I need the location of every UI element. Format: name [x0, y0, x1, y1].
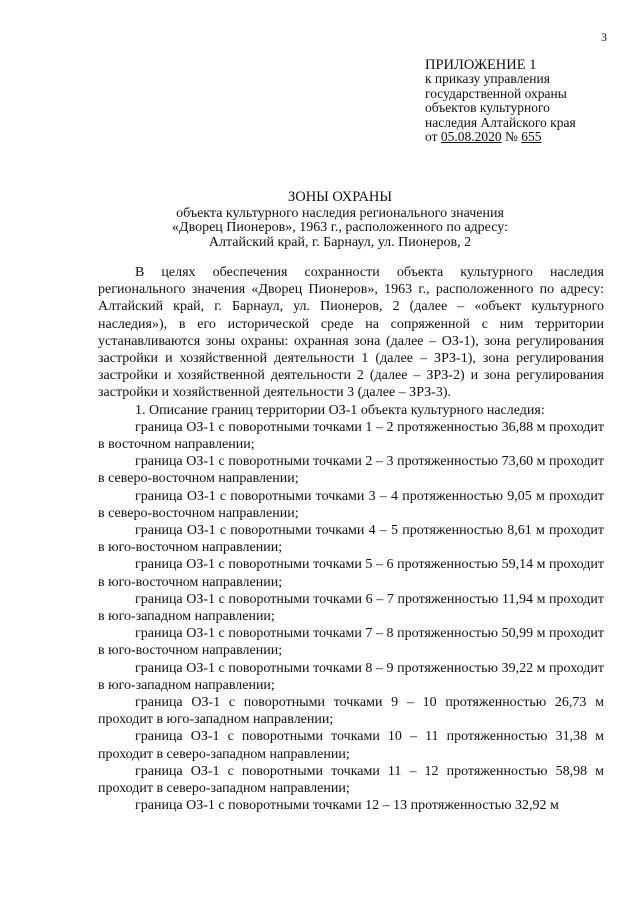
boundary-segment: граница ОЗ-1 с поворотными точками 1 – 2 протяженностью 36,88 м проходит в восточном направлении;: [98, 419, 604, 453]
appendix-heading: ПРИЛОЖЕНИЕ 1: [425, 57, 537, 73]
date-prefix: от: [425, 129, 438, 145]
title-line-1: объекта культурного наследия регионального значения: [176, 205, 504, 221]
appendix-line-2: государственной охраны: [425, 85, 567, 101]
appendix-line-4: наследия Алтайского края: [425, 114, 576, 130]
document-title: [80, 190, 600, 250]
appendix-line-1: к приказу управления: [425, 71, 550, 87]
title-line-2: «Дворец Пионеров», 1963 г., расположенного по адресу:: [172, 220, 508, 236]
boundary-segment: граница ОЗ-1 с поворотными точками 12 – 13 протяженностью 32,92 м: [135, 798, 559, 814]
document-body: [98, 264, 604, 815]
boundary-segment-list: [98, 419, 604, 815]
boundary-segment: граница ОЗ-1 с поворотными точками 7 – 8 протяженностью 50,99 м проходит в юго-восточном направлении;: [98, 626, 604, 659]
boundary-segment: граница ОЗ-1 с поворотными точками 4 – 5 протяженностью 8,61 м проходит в юго-восточном направлении;: [98, 523, 604, 556]
section-1-heading: 1. Описание границ территории ОЗ-1 объекта культурного наследия:: [135, 402, 545, 418]
order-date: 05.08.2020: [440, 129, 502, 145]
boundary-segment: граница ОЗ-1 с поворотными точками 9 – 10 протяженностью 26,73 м проходит в юго-западном направлении;: [98, 695, 604, 728]
appendix-line-3: объектов культурного: [425, 100, 550, 116]
intro-paragraph: В целях обеспечения сохранности объекта культурного наследия регионального значения «Дворец Пионеров», 1963 г., расположенного по адресу: Алтайский край, г. Барнаул, ул. Пионеров, 2 (далее – «объект культурного наследия»), в его исторической среде на сопряженной с ним территории устанавливаются зоны охраны: охранная зона (далее – ОЗ-1), зона регулирования застройки и хозяйственной деятельности 1 (далее – ЗРЗ-1), зона регулирования застройки и хозяйственной деятельности 2 (далее – ЗРЗ-2) и зона регулирования застройки и хозяйственной деятельности 3 (далее – ЗРЗ-3).: [98, 265, 604, 401]
boundary-segment: граница ОЗ-1 с поворотными точками 11 – 12 протяженностью 58,98 м проходит в северо-западном направлении;: [98, 763, 604, 797]
boundary-segment: граница ОЗ-1 с поворотными точками 10 – 11 протяженностью 31,38 м проходит в северо-западном направлении;: [98, 729, 604, 762]
boundary-segment: граница ОЗ-1 с поворотными точками 5 – 6 протяженностью 59,14 м проходит в юго-восточном направлении;: [98, 557, 604, 590]
page-number: 3: [601, 30, 607, 44]
number-prefix: №: [504, 129, 518, 145]
boundary-segment: граница ОЗ-1 с поворотными точками 8 – 9 протяженностью 39,22 м проходит в юго-западном направлении;: [98, 660, 604, 693]
appendix-header: [425, 58, 576, 144]
appendix-order-line: [425, 130, 576, 144]
order-number: 655: [521, 129, 542, 145]
boundary-segment: граница ОЗ-1 с поворотными точками 6 – 7 протяженностью 11,94 м проходит в юго-западном направлении;: [98, 591, 604, 625]
title-line-3: Алтайский край, г. Барнаул, ул. Пионеров, 2: [208, 234, 472, 250]
boundary-segment: граница ОЗ-1 с поворотными точками 2 – 3 протяженностью 73,60 м проходит в северо-восточном направлении;: [98, 454, 604, 487]
boundary-segment: граница ОЗ-1 с поворотными точками 3 – 4 протяженностью 9,05 м проходит в северо-восточном направлении;: [98, 488, 604, 521]
title-main: ЗОНЫ ОХРАНЫ: [287, 189, 393, 205]
